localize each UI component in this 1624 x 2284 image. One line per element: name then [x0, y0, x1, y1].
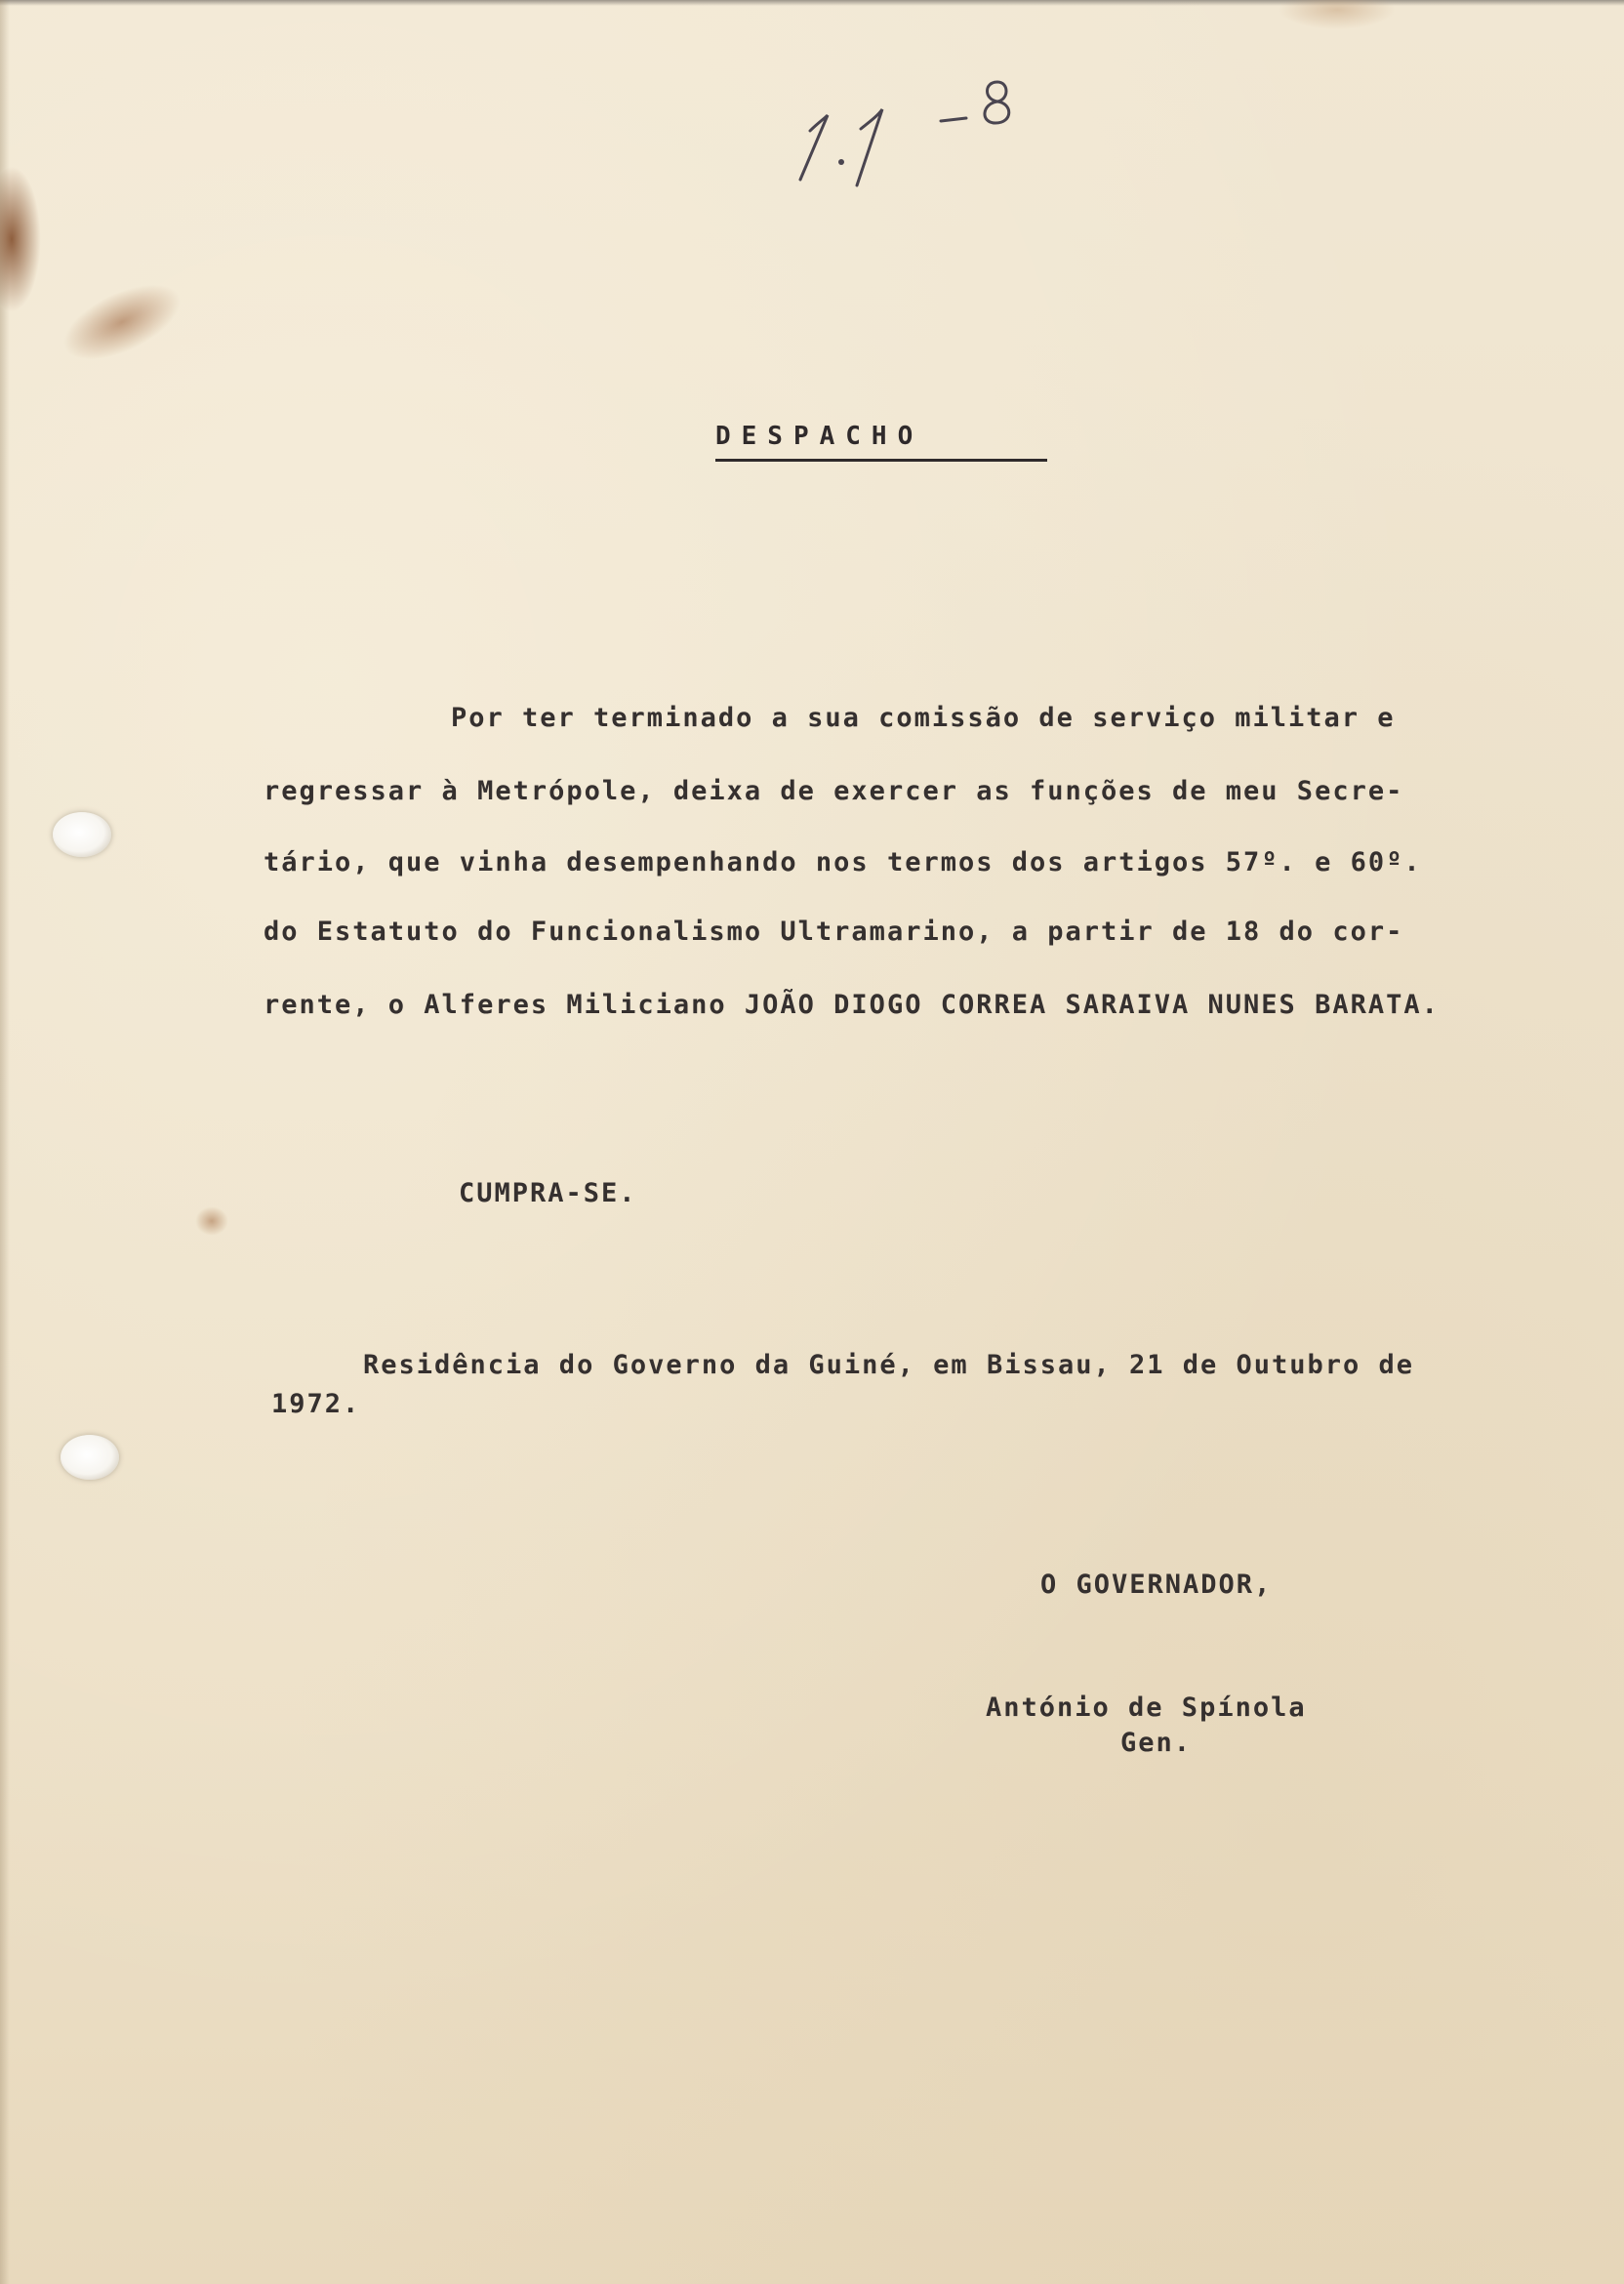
- body-line: do Estatuto do Funcionalismo Ultramarino, a partir de 18 do cor-: [264, 917, 1404, 947]
- closing-order: CUMPRA-SE.: [459, 1178, 637, 1208]
- handwritten-reference-drawing: [792, 72, 1046, 189]
- body-line: tário, que vinha desempenhando nos termos dos artigos 57º. e 60º.: [264, 847, 1422, 877]
- document-title: DESPACHO: [715, 422, 1047, 462]
- handwritten-reference-number: [792, 72, 1046, 189]
- punch-hole: [61, 1435, 119, 1480]
- rust-stain: [52, 268, 191, 375]
- signatory-rank: Gen.: [1120, 1728, 1193, 1758]
- paper-left-edge: [0, 0, 10, 2284]
- body-line: regressar à Metrópole, deixa de exercer as funções de meu Secre-: [264, 776, 1404, 806]
- signatory-name: António de Spínola: [986, 1693, 1307, 1723]
- body-line: rente, o Alferes Miliciano JOÃO DIOGO CORREA SARAIVA NUNES BARATA.: [264, 990, 1440, 1020]
- body-line: Por ter terminado a sua comissão de serviço militar e: [451, 703, 1396, 733]
- place-date-line: Residência do Governo da Guiné, em Bissau, 21 de Outubro de: [363, 1350, 1415, 1380]
- signatory-office: O GOVERNADOR,: [1040, 1570, 1273, 1600]
- place-date-year: 1972.: [271, 1389, 361, 1419]
- small-stain: [195, 1206, 228, 1236]
- punch-hole: [53, 812, 111, 857]
- edge-stain: [1279, 0, 1396, 29]
- rust-stain: [0, 166, 41, 312]
